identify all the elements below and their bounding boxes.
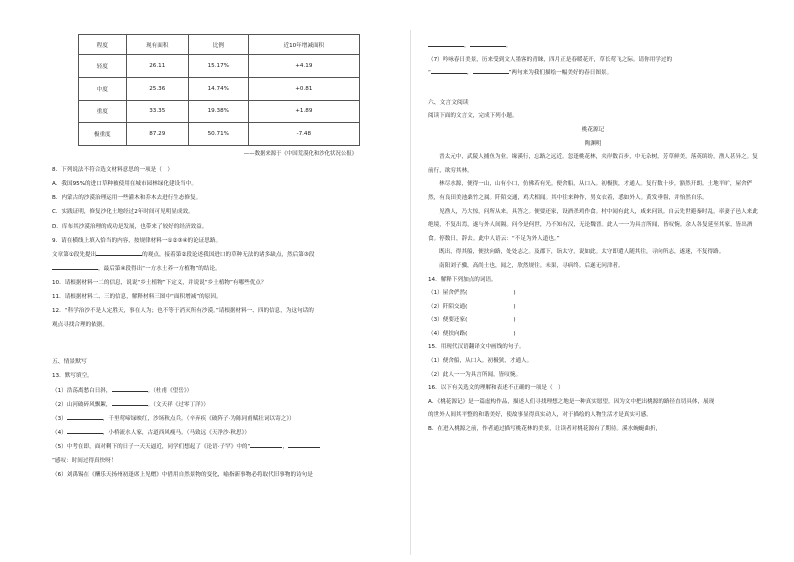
question-9: 9．请在横线上填入恰当的内容，按规律材料一①②③④的论证思路。 (52, 237, 222, 244)
item-text: （3）便要还家( (428, 317, 468, 324)
question-8: 8．下列说法不符合选文材料意思的一项是（ ） (52, 167, 174, 174)
question-9-text: ，最后第④段得出“一方水土养一方植物”的结论。 (98, 265, 221, 272)
question-9-text: 的观点，接着第②段论述我国进口的草种无法的诸多缺点，然后第③段 (142, 251, 315, 258)
source-text: ，小桥流水人家，古道西风瘦马。（马致远《天净沙·秋思》） (102, 429, 250, 436)
prompt-text: “ (428, 70, 431, 77)
table-row (79, 100, 360, 123)
prompt-text: （4） (52, 429, 67, 436)
answer-blank[interactable] (428, 41, 464, 47)
prompt-text: ， (466, 70, 473, 77)
question-12-line-1: 12．“科学治沙不是人定胜天，事在人为；也不等于消灭所有沙漠。”请根据材料一、四的信息，为这句话的 (52, 308, 314, 315)
table-cell: -7.48 (248, 123, 359, 146)
question-13-6-blanks (428, 40, 758, 54)
passage-paragraph: 林尽水源，便得一山，山有小口，仿佛若有光。便舍船，从口入。初极狭，才通人。复行数十步，豁然开朗。土地平旷，屋舍俨然，有良田美池桑竹之属。阡陌交通，鸡犬相闻。其中往来种作，男女衣着，悉如外人。黄发垂髫，并怡然自乐。 (428, 181, 753, 201)
section-5-heading: 五、情景默写 (52, 359, 87, 366)
table-cell: 19.38% (188, 100, 248, 123)
question-10: 10．请根据材料一二的信息，说说“乡土植物”下定义，并说说“乡土植物”有哪些优点？ (52, 279, 267, 286)
answer-blank[interactable] (112, 400, 148, 406)
answer-blank[interactable] (470, 41, 506, 47)
prompt-text: ， (282, 443, 289, 450)
source-text: 。（文天祥《过零丁洋》） (147, 401, 210, 408)
table-cell: +0.81 (248, 77, 359, 100)
answer-blank[interactable] (112, 386, 148, 392)
question-9-line-1 (52, 248, 392, 262)
desertification-table (78, 34, 360, 146)
answer-blank[interactable] (96, 250, 142, 256)
passage-paragraph: 见渔人，乃大惊，问所从来。具答之。便要还家，设酒杀鸡作食。村中闻有此人，咸来问讯。自云先世避秦时乱，率妻子邑人来此绝境，不复出焉，遂与外人间隔。问今是何世，乃不知有汉，无论魏晋。此人一一为具言所闻，皆叹惋。余人各复延至其家，皆出酒食。停数日，辞去。此中人语云：“不足为外人道也。” (428, 208, 758, 242)
question-15-2: （2）此人一一为具言所闻，皆叹惋。 (428, 371, 522, 378)
table-cell: 26.11 (126, 55, 188, 78)
table-row (79, 55, 360, 78)
answer-blank[interactable] (52, 264, 98, 270)
question-8-option-c: C．实践证明，修复沙化土地经过2年时间可见明显成效。 (52, 209, 194, 216)
question-16-option-a-cont: 的世外人间其平整的和谐美好，使故事显得真实动人，对于描绘的人物生活才是真实可感。 (428, 412, 652, 419)
question-13-6: （6）刘禹锡在《酬乐天扬州初逢席上见赠》中借用自然景物的变化，喻指新事物必将取代旧事物的诗句是 (52, 472, 313, 479)
table-cell: 33.35 (126, 100, 188, 123)
question-15-1: （1）便舍船，从口入。初极狭，才通人。 (428, 358, 533, 365)
answer-blank[interactable] (67, 428, 103, 434)
question-14-item (428, 328, 758, 342)
question-13-7-line-2 (428, 67, 758, 81)
question-16-option-b: B．在进入桃源之前，作者通过描写桃花林的美景，让读者对桃花源有了期待。溪水蜿蜒曲折， (428, 426, 662, 433)
question-14-item (428, 314, 758, 328)
punctuation: ) (513, 290, 516, 297)
question-8-option-b: B．内蒙古的沙漠治理运用一些灌木和乔木去进行生态修复。 (52, 195, 202, 202)
question-15: 15．用现代汉语翻译文中画线的句子。 (428, 344, 525, 351)
table-header-row (79, 35, 360, 55)
item-text: （1）屋舍俨然( (428, 290, 468, 297)
question-14-item (428, 301, 758, 315)
table-cell: 14.74% (188, 77, 248, 100)
question-9-line-2 (52, 262, 392, 276)
table-cell: 极重度 (79, 123, 127, 146)
source-text: ，千里莺啼绿映红，沙场秋点兵。（辛弃疾《破阵子·为陈同甫赋壮词以寄之》） (102, 415, 295, 422)
question-14: 14．解释下列加点的词语。 (428, 276, 497, 283)
punctuation: ) (513, 303, 516, 310)
table-header-cell: 近10年增减面积 (248, 35, 359, 55)
right-column (428, 40, 758, 437)
prompt-text: （1）浩荡离愁白日斜， (52, 387, 112, 394)
table-cell: +4.19 (248, 55, 359, 78)
passage-paragraph: 既出，得其船，便扶向路，处处志之。及郡下，诣太守，说如此。太守即遣人随其往，寻向所志，遂迷，不复得路。 (439, 249, 725, 256)
table-cell: 25.36 (126, 77, 188, 100)
table-cell: 50.71% (188, 123, 248, 146)
question-9-text: 文章第①段先提出 (52, 251, 97, 258)
prompt-text: （5）中考在即，面对剩下的日子一天天逼近，同学们想起了《论语·子罕》中的“ (52, 443, 251, 450)
question-11: 11．请根据材料二、三的信息，解释材料三图中“面积增减”的原因。 (52, 294, 222, 301)
table-row (79, 77, 360, 100)
answer-blank[interactable] (67, 414, 103, 420)
passage-paragraph: 南阳刘子骥，高尚士也，闻之，欣然规往。未果，寻病终。后遂无问津者。 (439, 262, 624, 269)
table-header-cell: 程度 (79, 35, 127, 55)
question-13-7-line-1: （7）吟咏春日美景，历来受到文人墨客的青睐，四月正是春暖花开，草长莺飞之际。请你用学过的 (428, 56, 673, 63)
source-text: 。（杜甫《望岳》） (147, 387, 193, 394)
section-6-heading: 六、文言文阅读 (428, 99, 469, 106)
question-16-option-a: A．《桃花源记》是一篇虚构作品，描述人们寻找理想之地是一种真实愿望。因为文中把出桃源的路径直切具体，展现 (428, 398, 715, 405)
question-13-5 (52, 440, 392, 454)
table-source: ——数据来源于《中国荒漠化和沙化状况公报》 (243, 151, 357, 158)
answer-blank[interactable] (473, 68, 509, 74)
punctuation: ) (513, 330, 516, 337)
table-header-cell: 现有面积 (126, 35, 188, 55)
question-13-4 (52, 426, 392, 440)
question-8-option-d: D．库布其沙漠治理的成功是发展，也带来了较好的经济效益。 (52, 223, 208, 230)
passage-author: 陶渊明 (584, 140, 602, 147)
question-13-5-end: ”感叹：时间过得真快呀！ (52, 457, 117, 464)
punctuation: 。 (505, 43, 512, 49)
question-13-1 (52, 384, 392, 398)
passage-title: 桃花源记 (581, 126, 605, 133)
item-text: （4）便扶向路( (428, 330, 468, 337)
table-cell: 中度 (79, 77, 127, 100)
question-12-line-2: 观点寻找合理的依据。 (52, 322, 108, 329)
table-cell: 轻度 (79, 55, 127, 78)
table-cell: 87.29 (126, 123, 188, 146)
question-8-option-a: A．我国95%的进口草种被使用在城市园林绿化建设当中。 (52, 181, 197, 188)
answer-blank[interactable] (250, 442, 282, 448)
answer-blank[interactable] (288, 442, 320, 448)
table-cell: 重度 (79, 100, 127, 123)
column-divider (410, 30, 411, 555)
question-13-3 (52, 412, 392, 426)
prompt-text: （3） (52, 415, 67, 422)
table-cell: 15.17% (188, 55, 248, 78)
question-13-2 (52, 398, 392, 412)
prompt-text: ”两句来为我们描绘一幅美好的春日图景。 (508, 70, 613, 77)
table-cell: +1.89 (248, 100, 359, 123)
table-header-cell: 比例 (188, 35, 248, 55)
passage-paragraph: 晋太元中，武陵人捕鱼为业。缘溪行，忘路之远近。忽逢桃花林，夹岸数百步，中无杂树，芳草鲜美，落英缤纷，渔人甚异之。复前行，欲穷其林。 (428, 154, 758, 174)
item-text: （2）阡陌交通( (428, 303, 468, 310)
table-row (79, 123, 360, 146)
question-16: 16．以下有关选文的理解和表述不正确的一项是（ ） (428, 385, 564, 392)
reading-instructions: 阅读下面的文言文，完成下列小题。 (428, 113, 518, 120)
punctuation: ， (464, 43, 470, 49)
answer-blank[interactable] (431, 68, 467, 74)
question-13: 13．默写填空。 (52, 373, 93, 380)
left-column (52, 34, 392, 482)
question-14-item (428, 287, 758, 301)
punctuation: ) (513, 317, 516, 324)
prompt-text: （2）山河破碎风飘絮， (52, 401, 112, 408)
